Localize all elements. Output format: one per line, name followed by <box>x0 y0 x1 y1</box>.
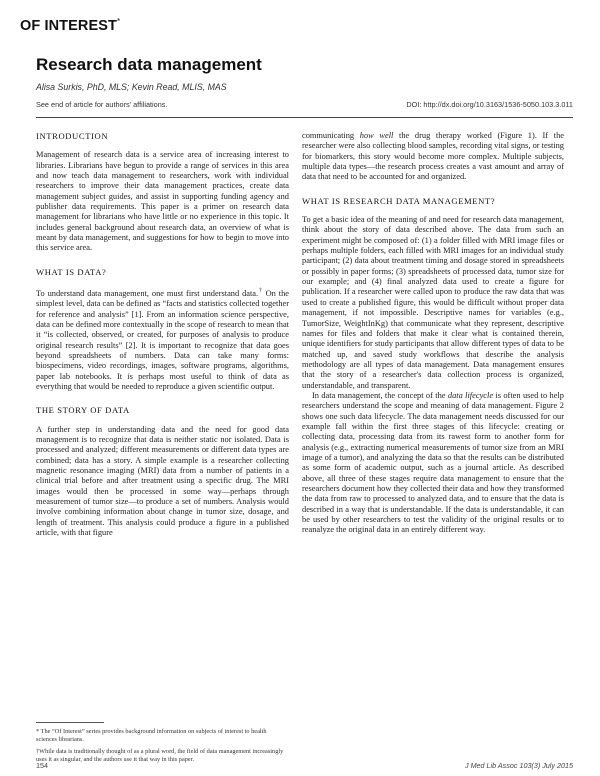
header-divider <box>36 117 573 118</box>
section-heading-what-is-data: WHAT IS DATA? <box>36 266 107 277</box>
doi-link[interactable]: DOI: http://dx.doi.org/10.3163/1536-5050.103.3.011 <box>406 100 573 109</box>
paragraph-story-continued-part2: the drug therapy worked (Figure 1). If the researcher were also collecting blood samples, recording vital signs, or testing for biomarkers, this story would become more complex. Multiple subjects, multiple data types—the research process creates a vast amount and array of data that need to be accounted for and organized. <box>302 131 564 182</box>
section-heading-story-of-data: THE STORY OF DATA <box>36 405 130 416</box>
paragraph-what-is-data-part1: To understand data management, one must first understand data. <box>36 288 259 298</box>
paragraph-rdm-2-part2: is often used to help researchers understand the scope and meaning of data management. Figure 2 shows one such data lifecycle. The data management needs discussed for our example fall within the first three stages of this lifecycle: creating or collecting data, processing data from its rawest form to another form for analysis (e.g., extracting numerical measurements of tumor size from an MRI image of a tumor), and analyzing the data so that the results can be distributed as some form of academic output, such as a journal article. As described above, all three of these stages require data management to ensure that the researchers document how they collected their data and how they transformed the data from raw to processed to analyzed data, and to ensure that the data is described in a way that is understandable. If the data is understandable, it can be used by other researchers to test the validity of the original results or to reanalyze the original data in an entirely different way. <box>302 390 564 535</box>
paragraph-what-is-data <box>36 286 289 392</box>
page-number: 154 <box>36 761 48 770</box>
section-label-text: OF INTEREST <box>20 17 117 34</box>
paragraph-story-continued-emphasis: how well <box>359 131 394 140</box>
paragraph-rdm-1: To get a basic idea of the meaning of and need for research data management, think about the story of data described above. The data from such an experiment might be composed of: (1) a folder filled with MRI image files or perhaps multiple folders, each filled with MRI images for an individual study participant; (2) data about treatment timing and dosage stored in spreadsheets or possibly in paper forms; (3) spreadsheets of processed data, tumor size for our example; and (4) final analyzed data used to create a figure for publication. If a researcher were called upon to produce the raw data that was used to create a published figure, this would be difficult without proper data management, if not impossible. Descriptive names for variables (e.g., TumorSize, WeightInKg) that communicate what they represent, descriptive names for files and folders that make it clear what is contained therein, unique identifiers for study participants that allow different types of data to be matched up, and saved study workflows that describe the analysis methodology are all types of data management. Data management ensures that the story of a researcher's data collection process is organized, understandable, and transparent. <box>302 215 564 390</box>
paragraph-story-continued-part1: communicating <box>302 131 360 140</box>
section-heading-research-data-management: WHAT IS RESEARCH DATA MANAGEMENT? <box>302 195 496 206</box>
section-label <box>20 17 120 34</box>
right-column <box>302 131 564 536</box>
paragraph-rdm-2-part1: In data management, the concept of the <box>312 390 448 400</box>
affiliation-note: See end of article for authors' affiliations. <box>36 100 168 109</box>
footnote-data-plural: †While data is traditionally thought of as a plural word, the field of data management increasingly uses it as singular, and the authors use it that way in this paper. <box>36 748 284 763</box>
footnote-of-interest: * The “Of Interest” series provides background information on subjects of interest to health sciences librarians. <box>36 728 267 743</box>
left-column <box>36 131 289 538</box>
paragraph-story-of-data: A further step in understanding data and the need for good data management is to recognize that data is neither static nor isolated. Data is processed and analyzed; different measurements or different data types are combined; data has a story. A simple example is a researcher collecting magnetic resonance imaging (MRI) data from a number of patients in a clinical trial before and after treatment using a specific drug. The MRI images would then be processed in some way—perhaps through measurement of tumor size—to produce a set of numbers. Analysis would involve combining information about change in tumor size, dosage, and length of treatment. This analysis could produce a figure in a published article, with that figure <box>36 424 289 538</box>
paragraph-rdm-2-emphasis: data lifecycle <box>447 390 494 400</box>
paragraph-rdm-2 <box>302 391 564 536</box>
section-label-mark: * <box>116 17 121 26</box>
article-title: Research data management <box>36 55 262 74</box>
paragraph-introduction: Management of research data is a service area of increasing interest to libraries. Librarians have begun to provide a range of services in this area and now teach data management to researchers, work with individual researchers to improve their data management practices, create data management subject guides, and assist in supporting funding agency and publisher data requirements. This paper is a primer on research data management for librarians who have little or no experience in this topic. It includes general background about research data, an overview of what is meant by data management, and suggestions for how to begin to move into this service area. <box>36 150 289 253</box>
journal-reference: J Med Lib Assoc 103(3) July 2015 <box>464 761 573 770</box>
paragraph-story-continued <box>302 131 564 183</box>
footnote-divider <box>36 722 104 723</box>
footnotes <box>36 728 289 768</box>
footnote-mark-dagger[interactable]: † <box>258 288 263 295</box>
article-authors: Alisa Surkis, PhD, MLS; Kevin Read, MLIS, MAS <box>36 82 227 92</box>
section-heading-introduction: INTRODUCTION <box>36 131 109 141</box>
paragraph-what-is-data-part2: On the simplest level, data can be defined as “facts and statistics collected together for reference and analysis” [1]. From an information science perspective, data can be defined more contextually in the scope of research to mean that it “is collected, observed, or created, for purposes of analysis to produce original research results” [2]. It is important to recognize that data goes beyond spreadsheets of numbers. Data can take many forms: biospecimens, video recordings, images, software programs, algorithms, paper lab notebooks. It is perhaps most useful to think of data as everything that would be needed to reproduce a given scientific output. <box>36 288 290 392</box>
